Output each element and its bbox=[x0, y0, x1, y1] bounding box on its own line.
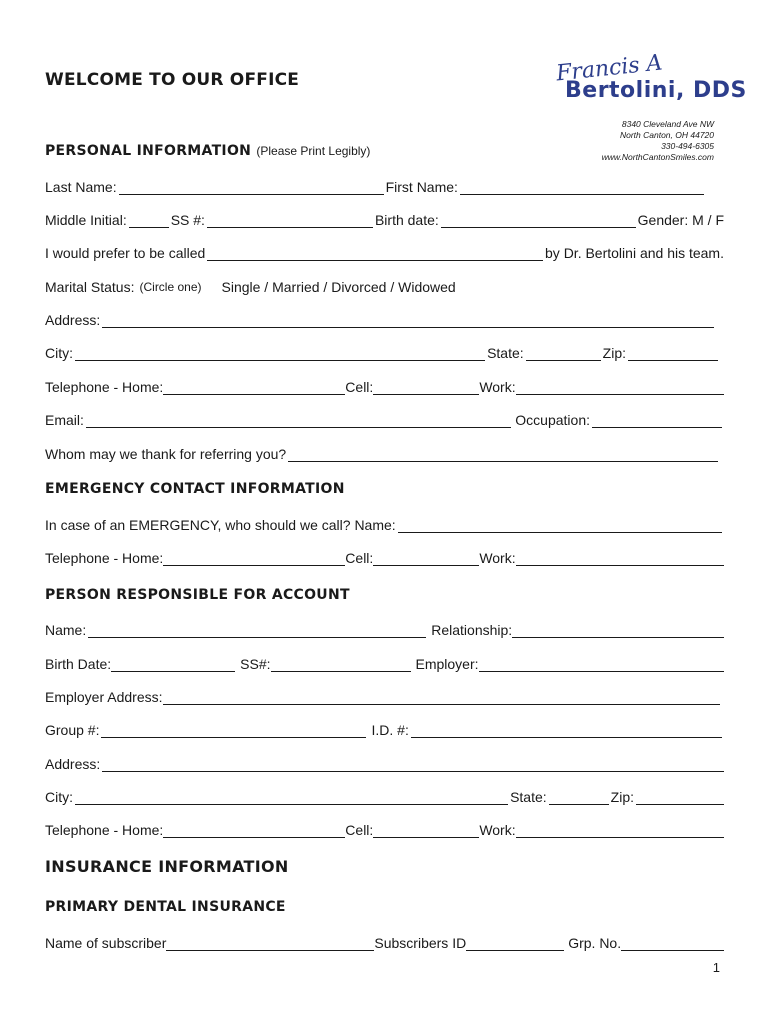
row-referral bbox=[45, 446, 724, 462]
row-responsible-address bbox=[45, 756, 724, 772]
ss-label: SS #: bbox=[170, 212, 205, 228]
responsible-state-label: State: bbox=[510, 789, 547, 805]
prefer-called-suffix: by Dr. Bertolini and his team. bbox=[545, 245, 724, 261]
group-label: Group #: bbox=[45, 722, 100, 738]
section-heading-responsible: PERSON RESPONSIBLE FOR ACCOUNT bbox=[45, 587, 350, 603]
marital-status-label: Marital Status: bbox=[45, 279, 135, 295]
prefer-called-field[interactable] bbox=[207, 247, 543, 261]
relationship-field[interactable] bbox=[512, 624, 724, 638]
circle-one-note: (Circle one) bbox=[139, 280, 202, 294]
row-responsible-name bbox=[45, 622, 724, 638]
row-group-id bbox=[45, 722, 724, 738]
emergency-name-field[interactable] bbox=[398, 519, 722, 533]
row-responsible-telephone bbox=[45, 822, 724, 838]
birth-date-field[interactable] bbox=[441, 214, 636, 228]
gender-label[interactable]: Gender: M / F bbox=[637, 212, 724, 228]
emergency-tel-home-field[interactable] bbox=[163, 552, 345, 566]
subscriber-name-field[interactable] bbox=[166, 937, 374, 951]
city-field[interactable] bbox=[75, 347, 485, 361]
state-field[interactable] bbox=[526, 347, 601, 361]
responsible-address-field[interactable] bbox=[102, 758, 724, 772]
responsible-address-label: Address: bbox=[45, 756, 101, 772]
row-email bbox=[45, 412, 724, 428]
id-field[interactable] bbox=[411, 724, 722, 738]
group-number-field[interactable] bbox=[621, 937, 724, 951]
emergency-work-label: Work: bbox=[479, 550, 516, 566]
row-employer-address bbox=[45, 689, 724, 705]
employer-address-label: Employer Address: bbox=[45, 689, 163, 705]
emergency-cell-field[interactable] bbox=[373, 552, 479, 566]
practice-address bbox=[602, 119, 714, 163]
tel-home-field[interactable] bbox=[163, 381, 345, 395]
address-phone: 330-494-6305 bbox=[661, 141, 714, 151]
employer-field[interactable] bbox=[479, 658, 724, 672]
row-address bbox=[45, 312, 724, 328]
row-subscriber bbox=[45, 935, 724, 951]
responsible-work-field[interactable] bbox=[516, 824, 724, 838]
emergency-work-field[interactable] bbox=[516, 552, 724, 566]
work-field[interactable] bbox=[516, 381, 724, 395]
page-title: WELCOME TO OUR OFFICE bbox=[45, 70, 300, 90]
city-label: City: bbox=[45, 345, 73, 361]
first-name-field[interactable] bbox=[460, 181, 704, 195]
responsible-name-field[interactable] bbox=[88, 624, 426, 638]
personal-heading-text: PERSONAL INFORMATION bbox=[45, 143, 252, 159]
row-marital bbox=[45, 279, 724, 295]
logo-main-text: Bertolini, DDS bbox=[565, 78, 747, 103]
responsible-birth-label: Birth Date: bbox=[45, 656, 112, 672]
ss-field[interactable] bbox=[207, 214, 373, 228]
subscriber-id-label: Subscribers ID bbox=[374, 935, 467, 951]
emergency-tel-home-label: Telephone - Home: bbox=[45, 550, 164, 566]
section-heading-personal bbox=[45, 143, 370, 159]
tel-home-label: Telephone - Home: bbox=[45, 379, 164, 395]
last-name-field[interactable] bbox=[119, 181, 384, 195]
referral-field[interactable] bbox=[288, 448, 718, 462]
referral-label: Whom may we thank for referring you? bbox=[45, 446, 287, 462]
responsible-cell-label: Cell: bbox=[345, 822, 374, 838]
address-field[interactable] bbox=[102, 314, 714, 328]
row-city bbox=[45, 345, 724, 361]
group-field[interactable] bbox=[101, 724, 366, 738]
section-heading-insurance: INSURANCE INFORMATION bbox=[45, 857, 289, 876]
row-middle-ss-birth bbox=[45, 212, 724, 228]
cell-label: Cell: bbox=[345, 379, 374, 395]
responsible-cell-field[interactable] bbox=[373, 824, 479, 838]
row-responsible-city bbox=[45, 789, 724, 805]
state-label: State: bbox=[487, 345, 524, 361]
row-emergency-name bbox=[45, 517, 724, 533]
marital-options[interactable]: Single / Married / Divorced / Widowed bbox=[221, 279, 456, 295]
responsible-ss-label: SS#: bbox=[240, 656, 271, 672]
responsible-ss-field[interactable] bbox=[271, 658, 411, 672]
email-label: Email: bbox=[45, 412, 84, 428]
page-number: 1 bbox=[712, 960, 720, 975]
address-website: www.NorthCantonSmiles.com bbox=[601, 152, 714, 162]
responsible-tel-home-field[interactable] bbox=[163, 824, 345, 838]
section-heading-primary-dental: PRIMARY DENTAL INSURANCE bbox=[45, 899, 286, 915]
subscriber-id-field[interactable] bbox=[466, 937, 564, 951]
occupation-field[interactable] bbox=[592, 414, 722, 428]
middle-initial-field[interactable] bbox=[129, 214, 169, 228]
zip-label: Zip: bbox=[602, 345, 626, 361]
subscriber-name-label: Name of subscriber bbox=[45, 935, 167, 951]
last-name-label: Last Name: bbox=[45, 179, 117, 195]
address-label: Address: bbox=[45, 312, 101, 328]
row-name bbox=[45, 179, 724, 195]
work-label: Work: bbox=[479, 379, 516, 395]
row-telephone bbox=[45, 379, 724, 395]
personal-heading-note: (Please Print Legibly) bbox=[256, 144, 371, 158]
responsible-work-label: Work: bbox=[479, 822, 516, 838]
responsible-birth-field[interactable] bbox=[111, 658, 235, 672]
emergency-name-label: In case of an EMERGENCY, who should we call? Name: bbox=[45, 517, 396, 533]
row-responsible-birth bbox=[45, 656, 724, 672]
birth-date-label: Birth date: bbox=[374, 212, 439, 228]
email-field[interactable] bbox=[86, 414, 511, 428]
emergency-cell-label: Cell: bbox=[345, 550, 374, 566]
responsible-tel-home-label: Telephone - Home: bbox=[45, 822, 164, 838]
middle-initial-label: Middle Initial: bbox=[45, 212, 127, 228]
prefer-called-label: I would prefer to be called bbox=[45, 245, 206, 261]
logo-script-text: Francis A bbox=[554, 50, 664, 87]
row-prefer-name bbox=[45, 245, 724, 261]
responsible-name-label: Name: bbox=[45, 622, 87, 638]
employer-address-field[interactable] bbox=[163, 691, 721, 705]
relationship-label: Relationship: bbox=[431, 622, 513, 638]
id-label: I.D. #: bbox=[371, 722, 409, 738]
responsible-state-field[interactable] bbox=[549, 791, 609, 805]
zip-field[interactable] bbox=[628, 347, 718, 361]
row-emergency-telephone bbox=[45, 550, 724, 566]
address-city: North Canton, OH 44720 bbox=[619, 130, 714, 140]
section-heading-emergency: EMERGENCY CONTACT INFORMATION bbox=[45, 481, 345, 497]
responsible-zip-field[interactable] bbox=[636, 791, 724, 805]
group-number-label: Grp. No. bbox=[568, 935, 622, 951]
first-name-label: First Name: bbox=[385, 179, 458, 195]
cell-field[interactable] bbox=[373, 381, 479, 395]
employer-label: Employer: bbox=[415, 656, 479, 672]
responsible-city-label: City: bbox=[45, 789, 73, 805]
responsible-city-field[interactable] bbox=[75, 791, 508, 805]
responsible-zip-label: Zip: bbox=[610, 789, 634, 805]
address-street: 8340 Cleveland Ave NW bbox=[621, 119, 714, 129]
occupation-label: Occupation: bbox=[515, 412, 590, 428]
